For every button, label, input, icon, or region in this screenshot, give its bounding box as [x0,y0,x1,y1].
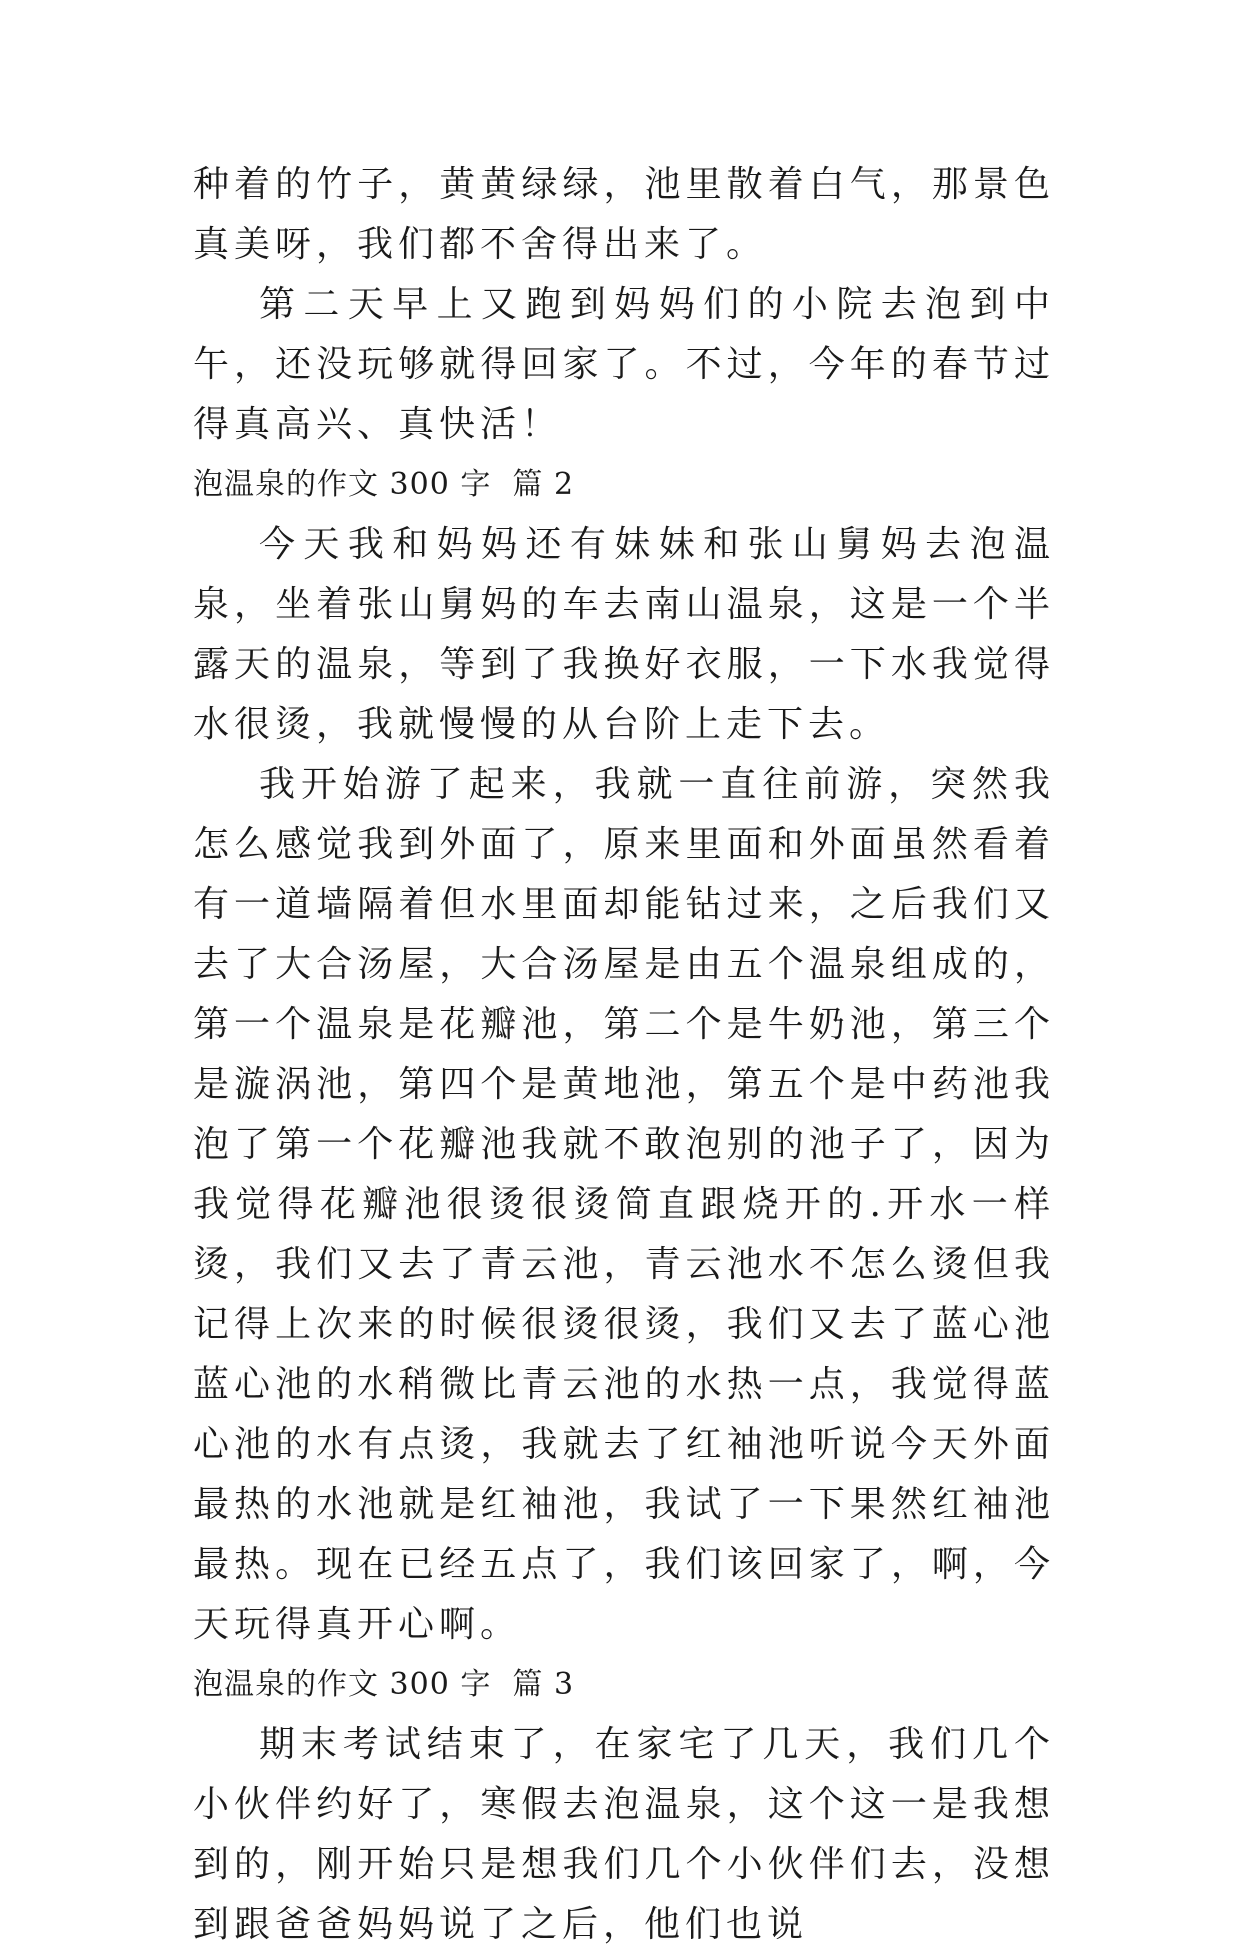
section-heading: 泡温泉的作文 300 字 篇 2 [193,467,575,502]
paragraph: 第二天早上又跑到妈妈们的小院去泡到中午，还没玩够就得回家了。不过，今年的春节过得真高兴、真快活！ [193,284,1055,445]
paragraph: 期末考试结束了，在家宅了几天，我们几个小伙伴约好了，寒假去泡温泉，这个这一是我想到的，刚开始只是想我们几个小伙伴们去，没想到跟爸爸妈妈说了之后，他们也说 [193,1724,1055,1945]
document-body [193,155,1055,1955]
paragraph: 我开始游了起来，我就一直往前游，突然我怎么感觉我到外面了，原来里面和外面虽然看着有一道墙隔着但水里面却能钻过来，之后我们又去了大合汤屋，大合汤屋是由五个温泉组成的，第一个温泉是花瓣池，第二个是牛奶池，第三个是漩涡池，第四个是黄地池，第五个是中药池我泡了第一个花瓣池我就不敢泡别的池子了，因为我觉得花瓣池很烫很烫简直跟烧开的.开水一样烫，我们又去了青云池，青云池水不怎么烫但我记得上次来的时候很烫很烫，我们又去了蓝心池蓝心池的水稍微比青云池的水热一点，我觉得蓝心池的水有点烫，我就去了红袖池听说今天外面最热的水池就是红袖池，我试了一下果然红袖池最热。现在已经五点了，我们该回家了，啊，今天玩得真开心啊。 [193,764,1055,1645]
paragraph: 种着的竹子，黄黄绿绿，池里散着白气，那景色真美呀，我们都不舍得出来了。 [193,164,1055,265]
section-heading: 泡温泉的作文 300 字 篇 3 [193,1667,575,1702]
paragraph: 今天我和妈妈还有妹妹和张山舅妈去泡温泉，坐着张山舅妈的车去南山温泉，这是一个半露天的温泉，等到了我换好衣服，一下水我觉得水很烫，我就慢慢的从台阶上走下去。 [193,524,1055,745]
